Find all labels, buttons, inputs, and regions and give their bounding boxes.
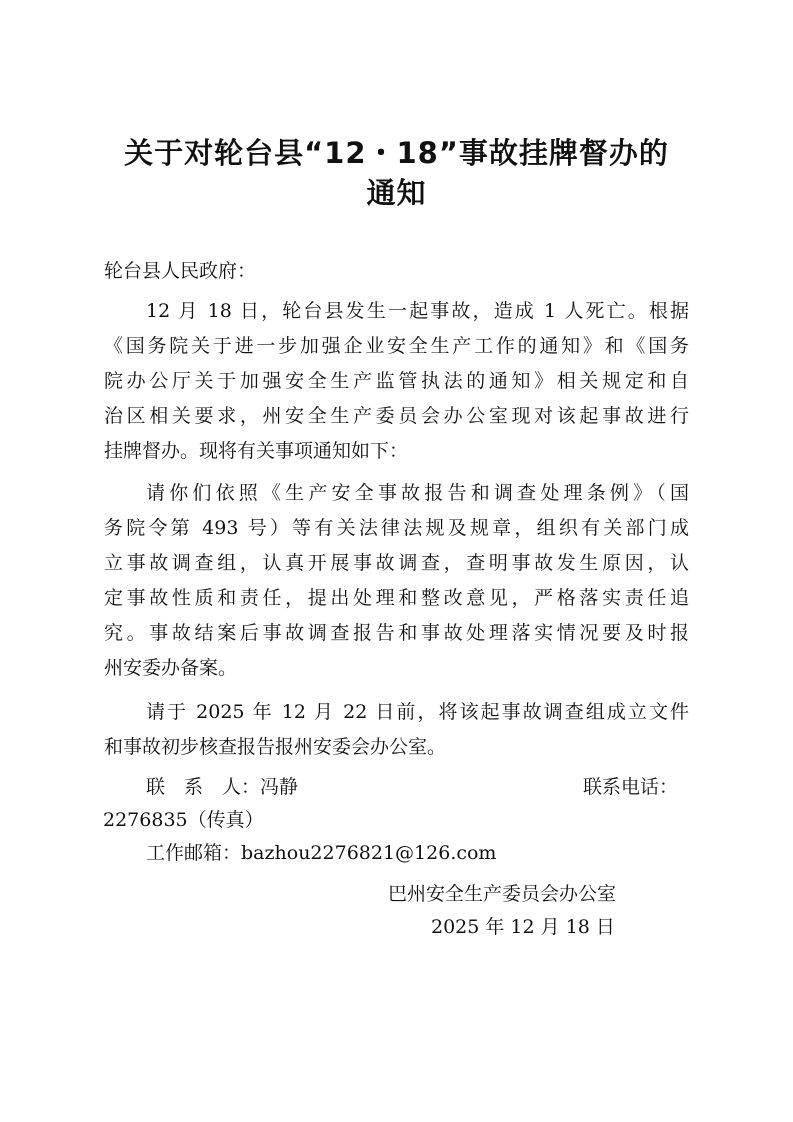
paragraph-3-line: 请于 2025 年 12 月 22 日前，将该起事故调查组成立文件: [146, 701, 689, 723]
paragraph-2-line: 州安委办备案。: [104, 657, 238, 679]
paragraph-1-line: 12 月 18 日，轮台县发生一起事故，造成 1 人死亡。根据: [146, 300, 689, 322]
paragraph-1-line: 《国务院关于进一步加强企业安全生产工作的通知》和《国务: [104, 335, 689, 357]
paragraph-2-line: 立事故调查组，认真开展事故调查，查明事故发生原因，认: [104, 552, 689, 574]
document-title-line-1: 关于对轮台县“12・18”事故挂牌督办的: [124, 136, 669, 170]
contact-email-label: 工作邮箱：: [146, 842, 242, 864]
addressee: 轮台县人民政府：: [104, 260, 257, 282]
contact-person: [146, 772, 298, 802]
contact-phone-label: 联系电话：: [583, 776, 679, 798]
document-title-line-2: 通知: [366, 176, 427, 210]
paragraph-2-line: 究。事故结案后事故调查报告和事故处理落实情况要及时报: [104, 622, 689, 644]
paragraph-2-line: 务院令第 493 号）等有关法律法规及规章，组织有关部门成: [104, 517, 689, 539]
paragraph-2-line: 定事故性质和责任，提出处理和整改意见，严格落实责任追: [104, 587, 689, 609]
issue-date: 2025 年 12 月 18 日: [431, 916, 615, 938]
contact-email-value: bazhou2276821@126.com: [241, 842, 497, 864]
paragraph-2-line: 请你们依照《生产安全事故报告和调查处理条例》（国: [146, 482, 689, 504]
paragraph-1-line: 挂牌督办。现将有关事项通知如下：: [104, 440, 409, 462]
contact-phone-value: 2276835（传真）: [103, 809, 264, 831]
contact-person-name: 冯静: [260, 776, 299, 798]
contact-person-label: 联 系 人：: [146, 776, 261, 798]
issuing-organization: 巴州安全生产委员会办公室: [388, 883, 617, 905]
paragraph-1-line: 院办公厅关于加强安全生产监管执法的通知》相关规定和自: [104, 370, 689, 392]
paragraph-3-line: 和事故初步核查报告报州安委会办公室。: [104, 736, 447, 758]
contact-email: [146, 838, 496, 868]
paragraph-1-line: 治区相关要求，州安全生产委员会办公室现对该起事故进行: [104, 405, 689, 427]
